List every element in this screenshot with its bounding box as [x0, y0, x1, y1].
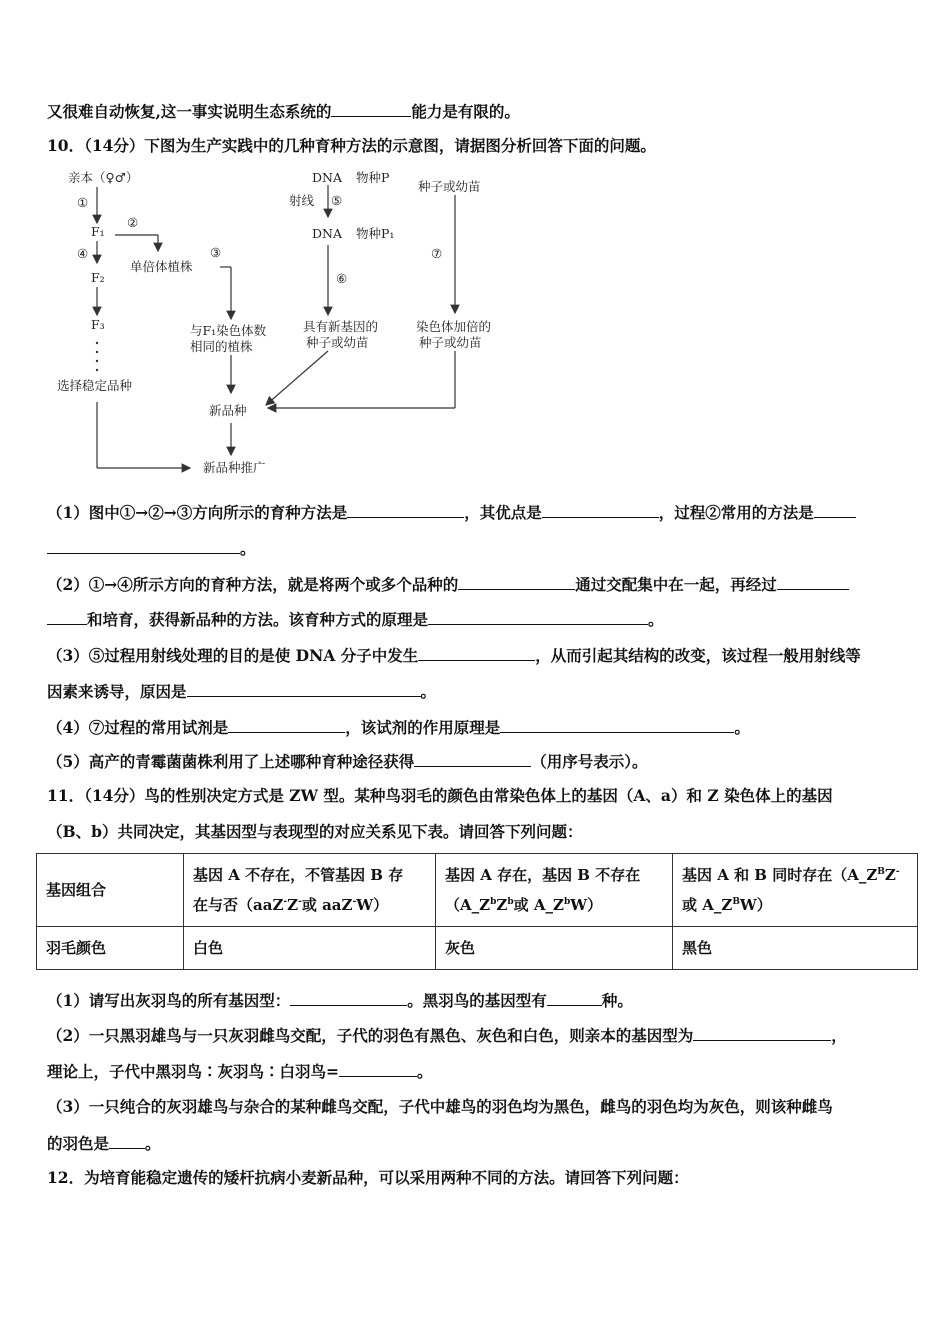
ray-label: 射线: [289, 193, 315, 208]
step-3-label: ③: [210, 245, 222, 260]
answer-blank[interactable]: [542, 502, 659, 518]
answer-blank[interactable]: [290, 990, 407, 1006]
parents-label: 亲本（♀♂）: [68, 170, 139, 185]
table-cell: 灰色: [436, 927, 673, 970]
answer-blank[interactable]: [428, 609, 648, 625]
species-p-label: 物种P: [356, 170, 390, 185]
table-cell: 白色: [184, 927, 436, 970]
select-stable-label: 选择稳定品种: [57, 378, 133, 393]
step-7-label: ⑦: [431, 246, 443, 261]
table-cell: 基因 A 存在，基因 B 不存在 （$A\_Z^bZ^b$或 $A\_Z^bW$）: [436, 854, 673, 927]
q10-title: 10．（14分）下图为生产实践中的几种育种方法的示意图，请据图分析回答下面的问题。: [47, 136, 656, 155]
q12-title: 12．为培育能稳定遗传的矮杆抗病小麦新品种，可以采用两种不同的方法。请回答下列问题：: [47, 1168, 689, 1187]
answer-blank[interactable]: [547, 990, 602, 1006]
doubled-label-a: 染色体加倍的: [416, 319, 492, 334]
q10-sub-3-cont: 因素来诱导，原因是 。: [47, 682, 437, 701]
f2-label: F₂: [91, 270, 105, 285]
q10-sub-2: （2）①→④所示方向的育种方法，就是将两个或多个品种的 通过交配集中在一起，再经过: [47, 574, 849, 595]
table-cell: 羽毛颜色: [37, 927, 184, 970]
answer-blank[interactable]: [347, 502, 464, 518]
same-f1-label-b: 相同的植株: [190, 339, 253, 354]
answer-blank[interactable]: [500, 717, 734, 733]
q11-sub-3-cont: 的羽色是 。: [47, 1134, 161, 1153]
f1-label: F₁: [91, 224, 105, 239]
q9-tail: 又很难自动恢复,这一事实说明生态系统的 能力是有限的。: [47, 102, 520, 121]
q11-sub-2: （2）一只黑羽雄鸟与一只灰羽雌鸟交配，子代的羽色有黑色、灰色和白色，则亲本的基因型为 ，: [47, 1026, 847, 1045]
step-4-label: ④: [77, 246, 89, 261]
f3-label: F₃: [91, 317, 105, 332]
answer-blank[interactable]: [418, 645, 535, 661]
genotype-table: [36, 853, 918, 970]
q11-sub-3: （3）一只纯合的灰羽雄鸟与杂合的某种雌鸟交配，子代中雄鸟的羽色均为黑色，雌鸟的羽色均为灰色，则该种雌鸟: [47, 1097, 833, 1116]
continuation-dots: [96, 342, 98, 371]
q10-sub-1-cont: 。: [47, 538, 256, 559]
same-f1-label-a: 与F₁染色体数: [190, 323, 267, 338]
step-5-label: ⑤: [331, 193, 343, 208]
dna-label-1: DNA: [312, 170, 342, 185]
table-row: [37, 854, 918, 927]
answer-blank[interactable]: [47, 538, 240, 554]
table-cell: 基因 A 和 B 同时存在（$A\_Z^BZ^-$ 或 $A\_Z^BW$）: [673, 854, 918, 927]
answer-blank[interactable]: [339, 1061, 417, 1077]
q11-title-b: （B、b）共同决定，其基因型与表现型的对应关系见下表。请回答下列问题：: [47, 822, 583, 841]
answer-blank[interactable]: [777, 574, 849, 590]
promote-label: 新品种推广: [203, 460, 266, 475]
new-variety-label: 新品种: [209, 403, 247, 418]
q10-sub-1: （1）图中①→②→③方向所示的育种方法是 ，其优点是 ，过程②常用的方法是: [47, 502, 856, 523]
table-cell: 黑色: [673, 927, 918, 970]
species-p1-label: 物种P₁: [356, 226, 395, 241]
seed-top-label: 种子或幼苗: [418, 179, 481, 194]
answer-blank[interactable]: [331, 101, 411, 117]
table-cell: 基因 A 不存在，不管基因 B 存 在与否（aaZ-Z-或 aaZ-W）: [184, 854, 436, 927]
new-gene-label-a: 具有新基因的: [303, 319, 379, 334]
q10-sub-3: （3）⑤过程用射线处理的目的是使 DNA 分子中发生 ，从而引起其结构的改变，该过程一般用射线等: [47, 646, 861, 665]
q10-sub-4: （4）⑦过程的常用试剂是 ，该试剂的作用原理是 。: [47, 718, 750, 737]
new-gene-label-b: 种子或幼苗: [306, 335, 369, 350]
answer-blank[interactable]: [458, 574, 575, 590]
table-row: [37, 927, 918, 970]
dna-label-2: DNA: [312, 226, 342, 241]
answer-blank[interactable]: [693, 1025, 831, 1041]
answer-blank[interactable]: [414, 751, 531, 767]
answer-blank[interactable]: [109, 1133, 145, 1149]
q11-title-a: 11．（14分）鸟的性别决定方式是 ZW 型。某种鸟羽毛的颜色由常染色体上的基因（A、a）和 Z 染色体上的基因: [47, 786, 833, 805]
answer-blank[interactable]: [47, 609, 87, 625]
step-1-label: ①: [77, 195, 89, 210]
step-2-label: ②: [127, 215, 139, 230]
doubled-label-b: 种子或幼苗: [419, 335, 482, 350]
q11-sub-1: （1）请写出灰羽鸟的所有基因型： 。黑羽鸟的基因型有 种。: [47, 991, 633, 1010]
q10-sub-2-cont: 和培育，获得新品种的方法。该育种方式的原理是 。: [47, 609, 664, 630]
answer-blank[interactable]: [187, 681, 421, 697]
q10-sub-5: （5）高产的青霉菌菌株利用了上述哪种育种途径获得 （用序号表示）。: [47, 752, 648, 771]
haploid-label: 单倍体植株: [130, 259, 193, 274]
answer-blank[interactable]: [228, 717, 345, 733]
step-6-label: ⑥: [336, 271, 348, 286]
breeding-diagram: [50, 165, 510, 480]
answer-blank[interactable]: [814, 502, 856, 518]
q11-sub-2-cont: 理论上，子代中黑羽鸟∶灰羽鸟∶白羽鸟= 。: [47, 1062, 433, 1081]
table-cell: 基因组合: [37, 854, 184, 927]
